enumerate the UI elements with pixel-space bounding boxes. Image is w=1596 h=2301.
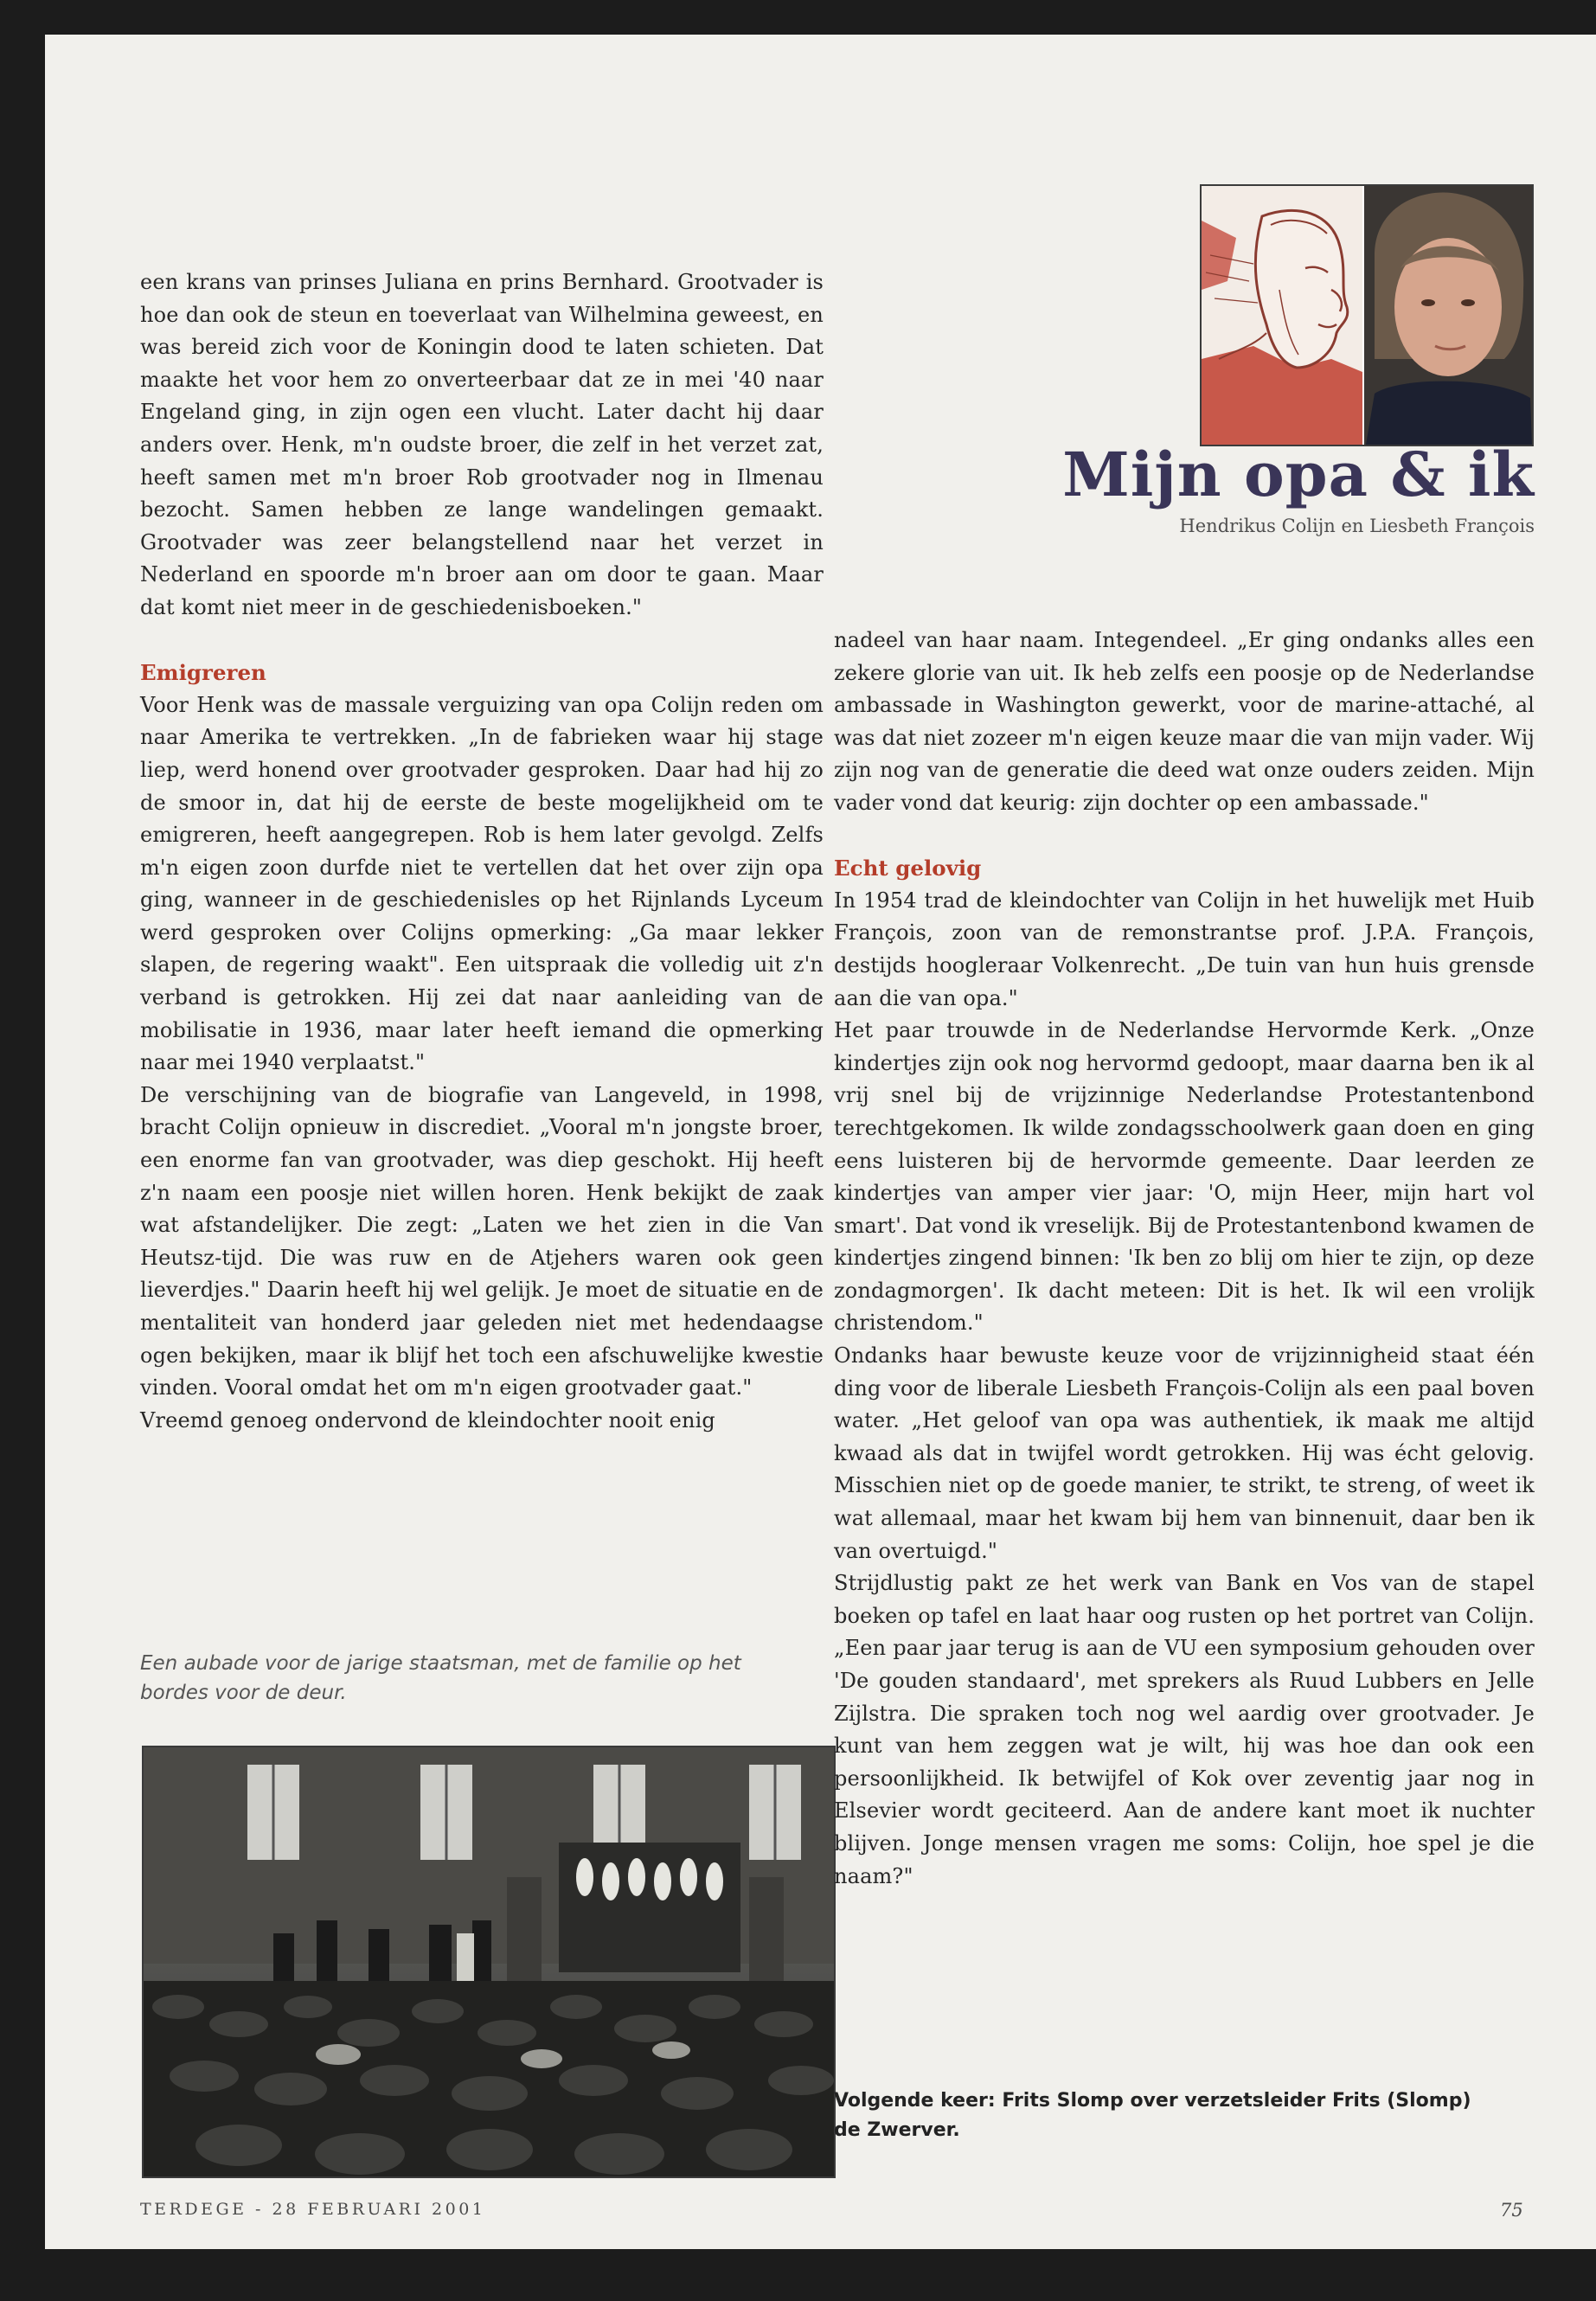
magazine-page <box>45 35 1596 2249</box>
photo-caption: Een aubade voor de jarige staatsman, met de familie op het bordes voor de deur. <box>140 1652 741 1704</box>
left-paragraph-1: een krans van prinses Juliana en prins Bernhard. Grootvader is hoe dan ook de steun en toeverlaat van Wilhelmina geweest, en was bereid zich voor de Koningin dood te laten schieten. Dat maakte het voor hem zo onverteerbaar dat ze in mei '40 naar Engeland ging, in zijn ogen een vlucht. Later dacht hij daar anders over. Henk, m'n oudste broer, die zelf in het verzet zat, heeft samen met m'n broer Rob grootvader nog in Ilmenau bezocht. Samen hebben ze lange wandelingen gemaakt. Grootvader was zeer belangstellend naar het verzet in Nederland en spoorde m'n broer aan om door te gaan. Maar dat komt niet meer in de geschiedenisboeken." <box>140 270 824 619</box>
paragraph-gap <box>140 625 824 657</box>
right-paragraph-5: Strijdlustig pakt ze het werk van Bank en Vos van de stapel boeken op tafel en laat haar oog rusten op het portret van Colijn. „Een paar jaar terug is aan de VU een symposium gehouden over 'De gouden standaard', met sprekers als Ruud Lubbers en Jelle Zijlstra. Die spraken toch nog wel aardig over grootvader. Je kunt van hem zeggen wat je wilt, hij was hoe dan ook een persoonlijkheid. Ik betwijfel of Kok over zeventig jaar nog in Elsevier wordt geciteerd. Aan de andere kant moet ik nuchter blijven. Jonge mensen vragen me soms: Colijn, hoe spel je die naam?" <box>834 1571 1535 1888</box>
article-subtitle: Hendrikus Colijn en Liesbeth François <box>1179 516 1535 536</box>
grandfather-sketch <box>1202 186 1362 445</box>
right-paragraph-2: In 1954 trad de kleindochter van Colijn in het huwelijk met Huib François, zoon van de remonstrantse prof. J.P.A. François, destijds hoogleraar Volkenrecht. „De tuin van hun huis grensde aan die van opa." <box>834 888 1535 1010</box>
next-episode-note: Volgende keer: Frits Slomp over verzetsleider Frits (Slomp) de Zwerver. <box>834 2090 1471 2141</box>
footer-publication: TERDEGE - 28 FEBRUARI 2001 <box>140 2200 486 2219</box>
page-number: 75 <box>1500 2200 1523 2221</box>
left-paragraph-4: Vreemd genoeg ondervond de kleindochter nooit enig <box>140 1407 715 1433</box>
historic-photo <box>142 1746 836 2178</box>
right-paragraph-1: nadeel van haar naam. Integendeel. „Er ging ondanks alles een zekere glorie van uit. Ik heb zelfs een poosje op de Nederlandse ambassade in Washington gewerkt, voor de marine-attaché, al was dat niet zozeer m'n eigen keuze maar die van mijn vader. Wij zijn nog van de generatie die deed wat onze ouders zeiden. Mijn vader vond dat keurig: zijn dochter op een ambassade." <box>834 628 1535 815</box>
crowd-photo-svg <box>144 1747 834 2176</box>
portrait-illustrations <box>1200 184 1534 446</box>
left-paragraph-2: Voor Henk was de massale verguizing van opa Colijn reden om naar Amerika te vertrekken. „In de fabrieken waar hij stage liep, werd honend over grootvader gesproken. Daar had hij zo de smoor in, dat hij de eerste de beste mogelijkheid om te emigreren, heeft aangegrepen. Rob is hem later gevolgd. Zelfs m'n eigen zoon durfde niet te vertellen dat het over zijn opa ging, wanneer in de geschiedenisles op het Rijnlands Lyceum werd gesproken over Colijns opmerking: „Ga maar lekker slapen, de regering waakt". Een uitspraak die volledig uit z'n verband is getrokken. Hij zei dat naar aanleiding van de mobilisatie in 1936, maar later heeft iemand die opmerking naar mei 1940 verplaatst." <box>140 692 824 1075</box>
left-column <box>140 266 824 1437</box>
right-column <box>834 625 1535 1893</box>
article-title: Mijn opa & ik <box>1062 439 1535 510</box>
portraits-svg <box>1202 186 1532 445</box>
left-paragraph-3: De verschijning van de biografie van Langeveld, in 1998, bracht Colijn opnieuw in discrediet. „Vooral m'n jongste broer, een enorme fan van grootvader, was diep geschokt. Hij heeft z'n naam een poosje niet willen horen. Henk bekijkt de zaak wat afstandelijker. Die zegt: „Laten we het zien in die Van Heutsz-tijd. Die was ruw en de Atjehers waren ook geen lieverdjes." Daarin heeft hij wel gelijk. Je moet de situatie en de mentaliteit van honderd jaar geleden niet met hedendaagse ogen bekijken, maar ik blijf het toch een afschuwelijke kwestie vinden. Vooral omdat het om m'n eigen grootvader gaat." <box>140 1082 824 1400</box>
heading-echt-gelovig: Echt gelovig <box>834 856 982 881</box>
granddaughter-photo <box>1364 186 1532 445</box>
paragraph-gap <box>834 820 1535 853</box>
right-paragraph-4: Ondanks haar bewuste keuze voor de vrijzinnigheid staat één ding voor de liberale Liesbeth François-Colijn als een paal boven water. „Het geloof van opa was authentiek, ik maak me altijd kwaad als dat in twijfel wordt getrokken. Hij was écht gelovig. Misschien niet op de goede manier, te strikt, te streng, of weet ik wat allemaal, maar het kwam bij hem van binnenuit, daar ben ik van overtuigd." <box>834 1343 1535 1563</box>
right-paragraph-3: Het paar trouwde in de Nederlandse Hervormde Kerk. „Onze kindertjes zijn ook nog hervormd gedoopt, maar daarna ben ik al vrij snel bij de vrijzinnige Nederlandse Protestantenbond terechtgekomen. Ik wilde zondagsschoolwerk gaan doen en ging eens luisteren bij de hervormde gemeente. Daar leerden ze kindertjes van amper vier jaar: 'O, mijn Heer, mijn hart vol smart'. Dat vond ik vreselijk. Bij de Protestantenbond kwamen de kindertjes zingend binnen: 'Ik ben zo blij om hier te zijn, op deze zondagmorgen'. Ik dacht meteen: Dit is het. Ik wil een vrolijk christendom." <box>834 1018 1535 1336</box>
heading-emigreren: Emigreren <box>140 660 266 686</box>
